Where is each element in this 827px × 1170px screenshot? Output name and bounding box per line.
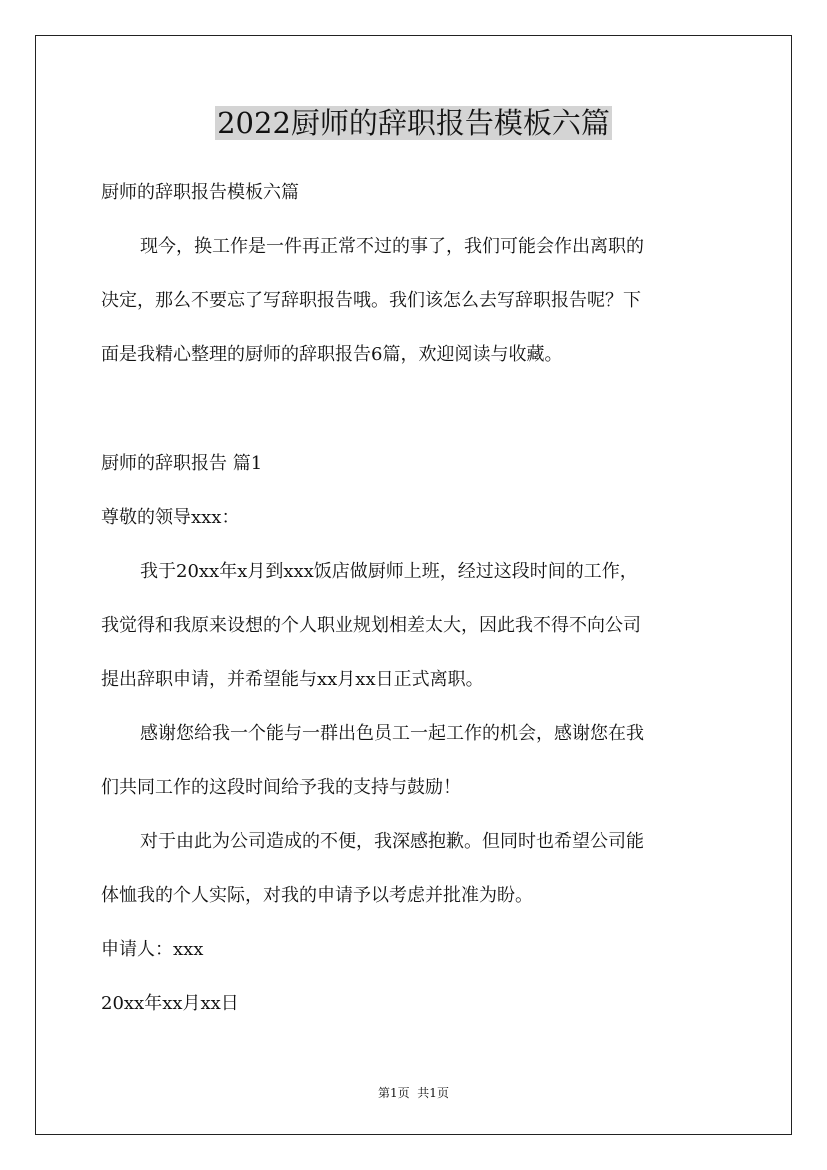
para3-line-2: 体恤我的个人实际，对我的申请予以考虑并批准为盼。 bbox=[101, 885, 533, 906]
para1-line-3: 提出辞职申请，并希望能与xx月xx日正式离职。 bbox=[101, 669, 484, 690]
para3-line-1: 对于由此为公司造成的不便，我深感抱歉。但同时也希望公司能 bbox=[140, 831, 644, 852]
salutation: 尊敬的领导xxx： bbox=[101, 507, 240, 528]
section-heading: 厨师的辞职报告 篇1 bbox=[101, 453, 263, 474]
document-title-text: 2022厨师的辞职报告模板六篇 bbox=[217, 106, 610, 140]
intro-line-3: 面是我精心整理的厨师的辞职报告6篇，欢迎阅读与收藏。 bbox=[101, 344, 563, 365]
para2-line-2: 们共同工作的这段时间给予我的支持与鼓励！ bbox=[101, 777, 461, 798]
intro-line-2: 决定，那么不要忘了写辞职报告哦。我们该怎么去写辞职报告呢？下 bbox=[101, 290, 641, 311]
page-footer: 第1页 共1页 bbox=[378, 1086, 449, 1100]
para1-line-2: 我觉得和我原来设想的个人职业规划相差太大，因此我不得不向公司 bbox=[101, 615, 641, 636]
letter-date: 20xx年xx月xx日 bbox=[101, 993, 239, 1014]
subtitle: 厨师的辞职报告模板六篇 bbox=[101, 182, 299, 203]
para1-line-1: 我于20xx年x月到xxx饭店做厨师上班，经过这段时间的工作， bbox=[140, 561, 638, 582]
document-title bbox=[0, 100, 827, 146]
intro-line-1: 现今，换工作是一件再正常不过的事了，我们可能会作出离职的 bbox=[140, 236, 644, 257]
para2-line-1: 感谢您给我一个能与一群出色员工一起工作的机会，感谢您在我 bbox=[140, 723, 644, 744]
applicant-signature: 申请人：xxx bbox=[101, 939, 204, 960]
